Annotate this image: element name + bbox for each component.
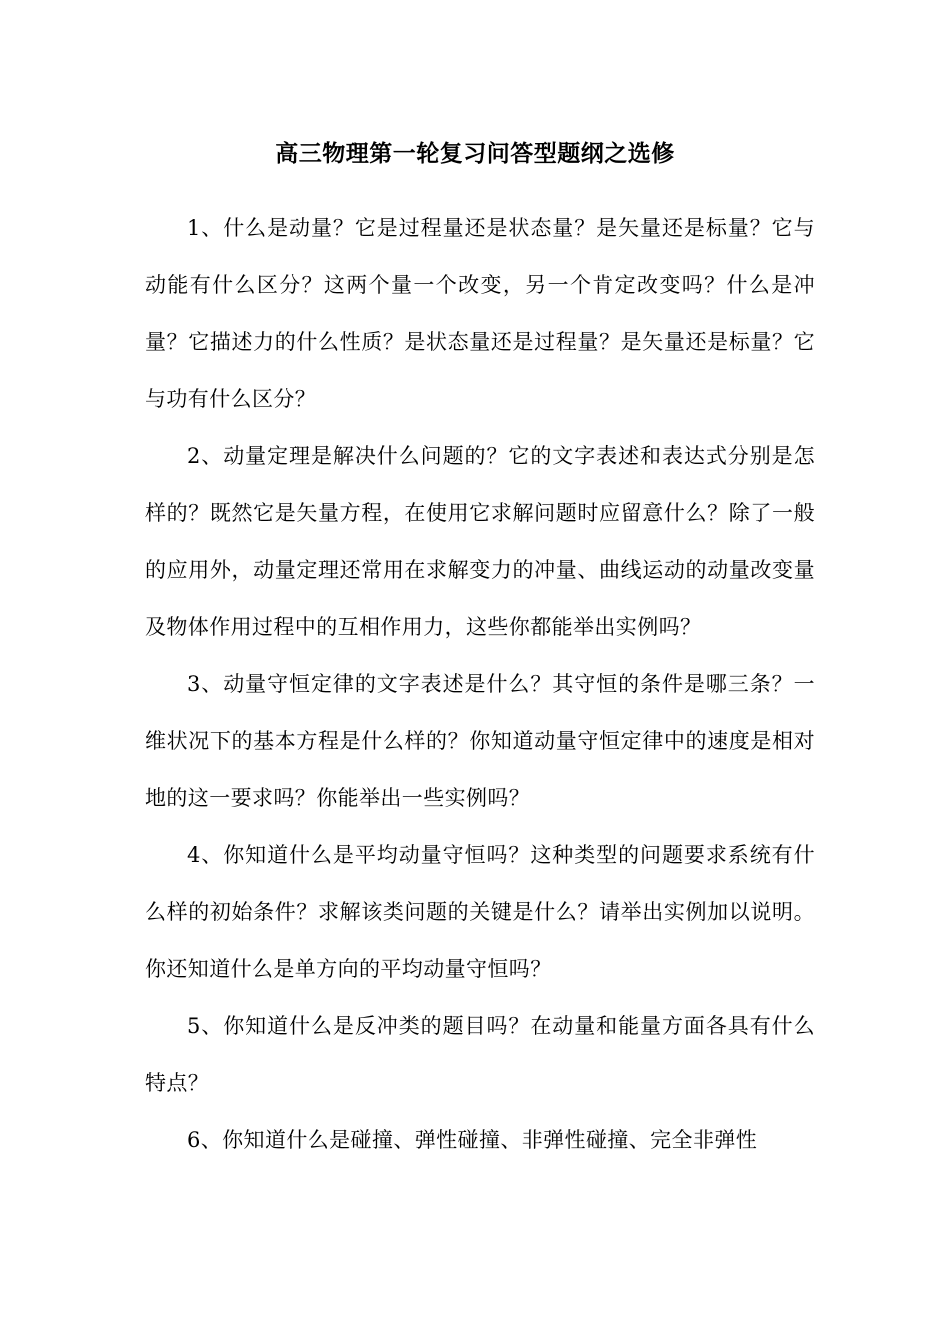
paragraph-2: 2、动量定理是解决什么问题的？它的文字表述和表达式分别是怎样的？既然它是矢量方程，在使用它求解问题时应留意什么？除了一般的应用外，动量定理还常用在求解变力的冲量、曲线运动的动量改变量及物体作用过程中的互相作用力，这些你都能举出实例吗？ — [145, 444, 815, 639]
document-title: 高三物理第一轮复习问答型题纲之选修 — [275, 140, 675, 167]
paragraph-1: 1、什么是动量？它是过程量还是状态量？是矢量还是标量？它与动能有什么区分？这两个量一个改变，另一个肯定改变吗？什么是冲量？它描述力的什么性质？是状态量还是过程量？是矢量还是标量？它与功有什么区分？ — [145, 216, 815, 411]
paragraph-6: 6、你知道什么是碰撞、弹性碰撞、非弹性碰撞、完全非弹性 — [187, 1128, 758, 1152]
paragraph-3: 3、动量守恒定律的文字表述是什么？其守恒的条件是哪三条？一维状况下的基本方程是什么样的？你知道动量守恒定律中的速度是相对地的这一要求吗？你能举出一些实例吗？ — [145, 672, 815, 810]
paragraph-5: 5、你知道什么是反冲类的题目吗？在动量和能量方面各具有什么特点？ — [145, 1014, 815, 1095]
document-body — [145, 200, 815, 1169]
paragraph-4: 4、你知道什么是平均动量守恒吗？这种类型的问题要求系统有什么样的初始条件？求解该类问题的关键是什么？请举出实例加以说明。你还知道什么是单方向的平均动量守恒吗？ — [145, 843, 815, 981]
